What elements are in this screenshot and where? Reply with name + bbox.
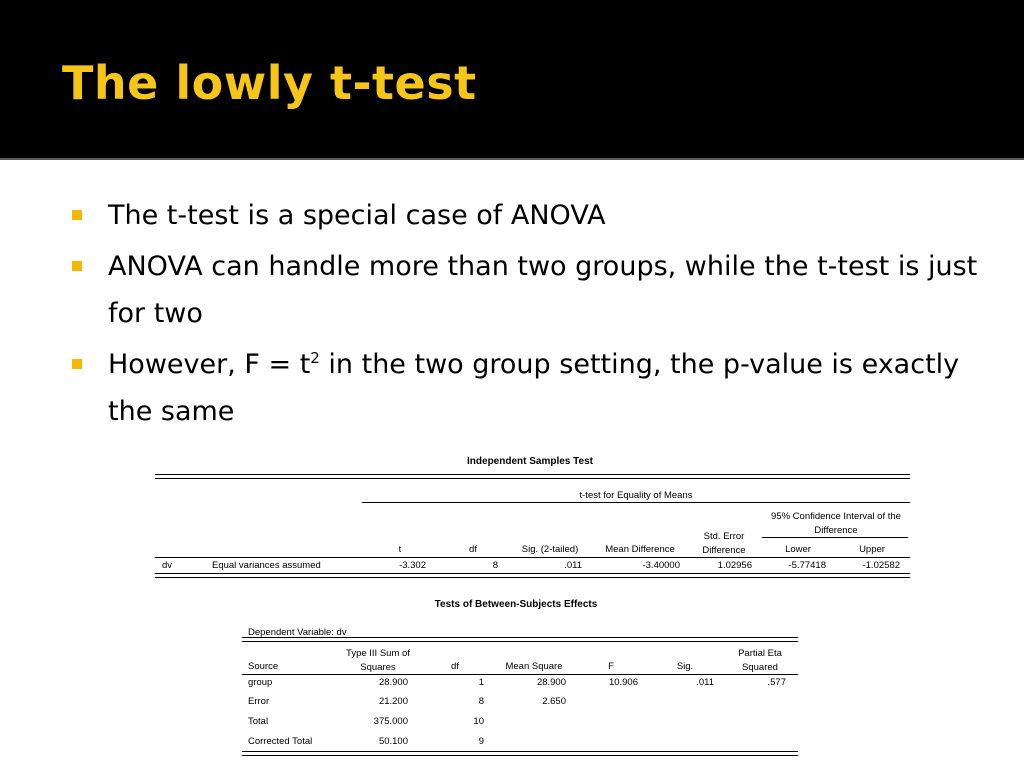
cell-ss: 375.000 [373,716,408,727]
superscript: 2 [310,349,320,367]
row-label: Equal variances assumed [212,560,321,571]
anova-table-title: Tests of Between-Subjects Effects [434,599,598,610]
slide-title: The lowly t-test [62,56,477,110]
cell-ms: 2.650 [542,696,566,707]
col-mean-square: Mean Square [505,661,563,672]
table-top-rule [155,474,910,479]
ci-header-rule [762,537,908,538]
cell-df: 8 [478,696,484,707]
col-df: df [469,544,477,555]
col-df: df [451,661,459,672]
row-variable: dv [162,560,173,571]
col-t: t [398,544,402,555]
cell-sig: .011 [696,677,714,688]
col-eta: Partial Eta Squared [738,648,782,673]
cell-ss: 28.900 [378,677,408,688]
cell-df: 8 [492,560,498,571]
col-sig: Sig. [676,661,694,672]
dependent-variable: Dependent Variable: dv [248,627,347,638]
cell-source: Error [248,696,270,707]
col-source: Source [248,661,279,672]
ci-header: 95% Confidence Interval of the Difference [771,511,901,536]
cell-mean-diff: -3.40000 [642,560,680,571]
anova-bottom-rule [242,751,798,756]
square-bullet-icon [72,261,82,271]
col-sig: Sig. (2-tailed) [521,544,579,555]
col-lower: Lower [785,544,811,555]
bullet-item [72,341,992,435]
cell-source: Corrected Total [248,736,313,747]
col-ss: Type III Sum of Squares [346,648,410,673]
ttest-table-title: Independent Samples Test [467,456,593,467]
bullet-text-post: in the two group setting, the p-value is exactly the same [108,349,960,427]
header-rule [155,557,910,558]
group-header-rule [362,502,910,503]
col-std-err: Std. Error Difference [702,531,746,556]
group-header: t-test for Equality of Means [579,490,693,501]
cell-source: group [248,677,273,688]
cell-source: Total [248,716,269,727]
anova-top-rule [242,637,798,642]
bullet-text-pre: However, F = t [108,349,311,380]
title-band [0,0,1024,160]
bullet-text: ANOVA can handle more than two groups, while the t-test is just for two [108,251,978,329]
anova-header-rule [242,674,798,675]
bullet-text: The t-test is a special case of ANOVA [108,200,606,231]
cell-df: 10 [473,716,484,727]
bullet-list [72,192,992,439]
square-bullet-icon [72,210,82,220]
cell-ss: 21.200 [378,696,408,707]
cell-lower: -5.77418 [788,560,826,571]
cell-df: 9 [478,736,484,747]
cell-f: 10.906 [608,677,638,688]
col-f: F [608,661,614,672]
cell-t: -3.302 [399,560,426,571]
title-divider [0,158,1024,160]
cell-df: 1 [478,677,484,688]
cell-upper: -1.02582 [862,560,900,571]
cell-sig: .011 [564,560,582,571]
cell-std-err: 1.02956 [717,560,752,571]
cell-eta: .577 [767,677,786,688]
square-bullet-icon [72,359,82,369]
col-upper: Upper [859,544,885,555]
bullet-item [72,192,992,239]
cell-ss: 50.100 [378,736,408,747]
col-mean-diff: Mean Difference [605,544,675,555]
cell-ms: 28.900 [536,677,566,688]
bullet-item [72,243,992,337]
table-bottom-rule [155,573,910,578]
